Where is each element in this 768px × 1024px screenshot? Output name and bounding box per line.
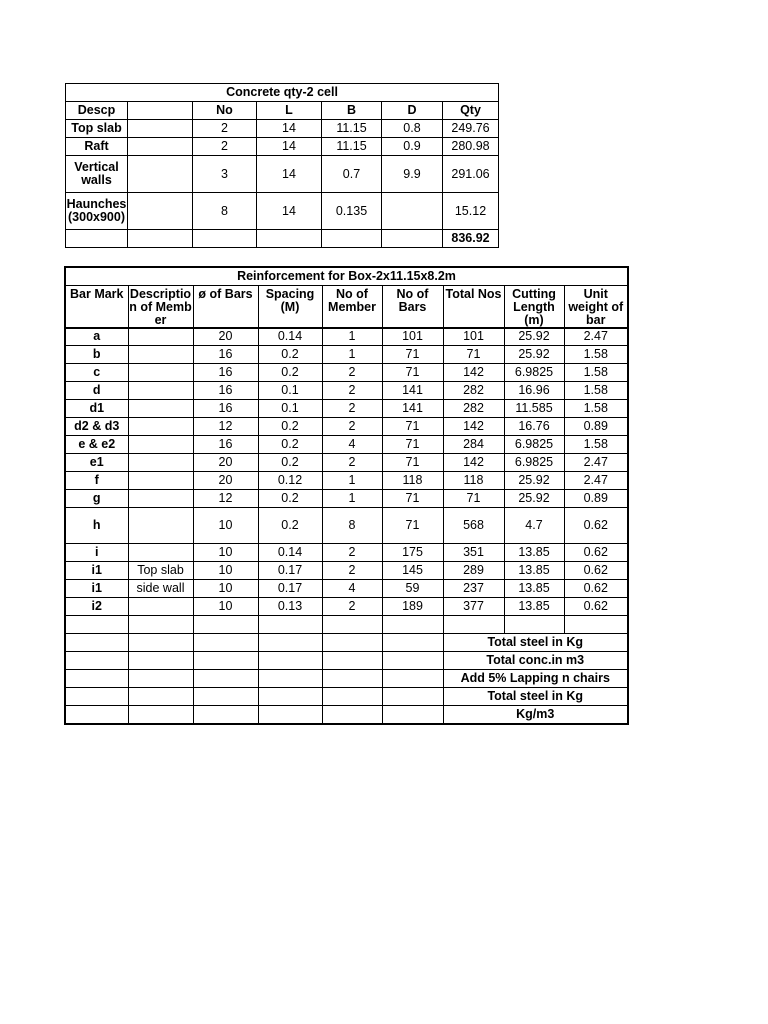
cell: 2 xyxy=(322,598,382,616)
cell: 1.58 xyxy=(564,346,628,364)
cell xyxy=(128,156,193,193)
cell: 0.8 xyxy=(382,120,443,138)
cell: 2 xyxy=(322,364,382,382)
cell: 1 xyxy=(322,328,382,346)
cell: 9.9 xyxy=(382,156,443,193)
cell: 6.9825 xyxy=(504,436,564,454)
cell: 284 xyxy=(443,436,504,454)
cell: 16 xyxy=(193,436,258,454)
cell: 2 xyxy=(322,454,382,472)
cell xyxy=(128,598,193,616)
cell xyxy=(128,454,193,472)
cell: 1.58 xyxy=(564,400,628,418)
table-row xyxy=(65,382,628,400)
cell: 568 xyxy=(443,508,504,544)
table-row xyxy=(65,562,628,580)
cell: 145 xyxy=(382,562,443,580)
cell: 0.7 xyxy=(322,156,382,193)
empty-row xyxy=(65,616,628,634)
cell: 6.9825 xyxy=(504,454,564,472)
header-unit-weight: Unit weight of bar xyxy=(564,285,628,328)
table-row xyxy=(65,418,628,436)
cell: 10 xyxy=(193,508,258,544)
summary-row xyxy=(65,670,628,688)
cell xyxy=(128,400,193,418)
cell: 0.9 xyxy=(382,138,443,156)
cell: 142 xyxy=(443,454,504,472)
header-no-of-bars: No of Bars xyxy=(382,285,443,328)
cell: 13.85 xyxy=(504,562,564,580)
cell xyxy=(128,328,193,346)
cell: 0.13 xyxy=(258,598,322,616)
cell: 14 xyxy=(257,120,322,138)
cell: 2 xyxy=(193,138,257,156)
cell: 1 xyxy=(322,490,382,508)
bar-mark-cell: i xyxy=(65,544,128,562)
cell: 2.47 xyxy=(564,454,628,472)
cell: 282 xyxy=(443,382,504,400)
summary-row xyxy=(65,652,628,670)
cell: 189 xyxy=(382,598,443,616)
cell: 16 xyxy=(193,346,258,364)
summary-row xyxy=(65,706,628,724)
cell: 4 xyxy=(322,580,382,598)
cell xyxy=(128,472,193,490)
row-label: Vertical walls xyxy=(66,156,128,193)
table-row xyxy=(66,156,499,193)
cell: 2 xyxy=(193,120,257,138)
cell: 1.58 xyxy=(564,382,628,400)
cell: 20 xyxy=(193,328,258,346)
bar-mark-cell: a xyxy=(65,328,128,346)
cell: 2 xyxy=(322,400,382,418)
cell: 71 xyxy=(382,436,443,454)
cell: 141 xyxy=(382,382,443,400)
cell: 0.2 xyxy=(258,346,322,364)
cell: 291.06 xyxy=(443,156,499,193)
table-row xyxy=(65,580,628,598)
cell: 249.76 xyxy=(443,120,499,138)
row-label: Top slab xyxy=(66,120,128,138)
summary-label: Total conc.in m3 xyxy=(443,652,628,670)
cell: 2 xyxy=(322,544,382,562)
reinforcement-table-title: Reinforcement for Box-2x11.15x8.2m xyxy=(65,267,628,285)
cell: 14 xyxy=(257,156,322,193)
cell: 142 xyxy=(443,364,504,382)
cell: 71 xyxy=(443,490,504,508)
cell: 0.89 xyxy=(564,490,628,508)
cell: 0.2 xyxy=(258,364,322,382)
concrete-table-title: Concrete qty-2 cell xyxy=(66,84,499,102)
cell: 1 xyxy=(322,472,382,490)
bar-mark-cell: c xyxy=(65,364,128,382)
header-cell: B xyxy=(322,102,382,120)
cell: 0.2 xyxy=(258,490,322,508)
table-row xyxy=(65,328,628,346)
row-label: Raft xyxy=(66,138,128,156)
cell: 10 xyxy=(193,562,258,580)
cell: 1.58 xyxy=(564,436,628,454)
cell: 0.62 xyxy=(564,562,628,580)
header-cell: L xyxy=(257,102,322,120)
cell xyxy=(128,508,193,544)
cell xyxy=(128,120,193,138)
bar-mark-cell: b xyxy=(65,346,128,364)
table-row xyxy=(66,120,499,138)
table-row xyxy=(65,472,628,490)
cell: 25.92 xyxy=(504,346,564,364)
cell: 0.17 xyxy=(258,562,322,580)
summary-row xyxy=(65,634,628,652)
header-cell: Qty xyxy=(443,102,499,120)
bar-mark-cell: f xyxy=(65,472,128,490)
cell: 101 xyxy=(443,328,504,346)
cell: 0.2 xyxy=(258,436,322,454)
cell: 0.2 xyxy=(258,454,322,472)
cell: 12 xyxy=(193,490,258,508)
cell xyxy=(128,138,193,156)
table-row xyxy=(65,364,628,382)
cell: 11.15 xyxy=(322,120,382,138)
header-cell: D xyxy=(382,102,443,120)
cell: 16 xyxy=(193,364,258,382)
cell: 280.98 xyxy=(443,138,499,156)
header-spacing: Spacing (M) xyxy=(258,285,322,328)
header-cell: Descp xyxy=(66,102,128,120)
table-row xyxy=(65,436,628,454)
cell: 71 xyxy=(382,508,443,544)
cell: 10 xyxy=(193,580,258,598)
cell: 25.92 xyxy=(504,472,564,490)
table-row xyxy=(65,508,628,544)
cell: 0.1 xyxy=(258,382,322,400)
bar-mark-cell: i2 xyxy=(65,598,128,616)
cell: 8 xyxy=(193,193,257,230)
cell: 10 xyxy=(193,544,258,562)
cell xyxy=(128,436,193,454)
cell: 282 xyxy=(443,400,504,418)
cell xyxy=(128,364,193,382)
table-row xyxy=(65,598,628,616)
header-description: Description of Member xyxy=(129,286,192,327)
cell: 101 xyxy=(382,328,443,346)
bar-mark-cell: e1 xyxy=(65,454,128,472)
cell: 16 xyxy=(193,400,258,418)
cell xyxy=(128,193,193,230)
cell: 20 xyxy=(193,472,258,490)
header-cell xyxy=(128,102,193,120)
bar-mark-cell: d2 & d3 xyxy=(65,418,128,436)
table-row xyxy=(66,193,499,230)
cell: 15.12 xyxy=(443,193,499,230)
cell: 2 xyxy=(322,418,382,436)
bar-mark-cell: g xyxy=(65,490,128,508)
summary-label: Kg/m3 xyxy=(443,706,628,724)
cell: 16.96 xyxy=(504,382,564,400)
concrete-qty-table xyxy=(65,83,499,248)
header-bar-mark: Bar Mark xyxy=(65,285,128,328)
cell: 142 xyxy=(443,418,504,436)
cell: 289 xyxy=(443,562,504,580)
cell xyxy=(128,544,193,562)
cell: Top slab xyxy=(128,562,193,580)
cell: 2 xyxy=(322,562,382,580)
table-row xyxy=(65,400,628,418)
cell: 12 xyxy=(193,418,258,436)
cell: 0.62 xyxy=(564,580,628,598)
summary-label: Total steel in Kg xyxy=(443,634,628,652)
cell: 4.7 xyxy=(504,508,564,544)
summary-label: Total steel in Kg xyxy=(443,688,628,706)
cell: 13.85 xyxy=(504,598,564,616)
bar-mark-cell: d1 xyxy=(65,400,128,418)
cell: 59 xyxy=(382,580,443,598)
cell: 0.17 xyxy=(258,580,322,598)
cell: 0.1 xyxy=(258,400,322,418)
cell: 0.62 xyxy=(564,508,628,544)
cell: 0.62 xyxy=(564,544,628,562)
cell xyxy=(382,193,443,230)
cell: 13.85 xyxy=(504,544,564,562)
cell: 25.92 xyxy=(504,328,564,346)
cell: 71 xyxy=(382,490,443,508)
cell: 2 xyxy=(322,382,382,400)
summary-row xyxy=(65,688,628,706)
cell xyxy=(128,382,193,400)
reinforcement-table xyxy=(64,266,629,725)
cell: 16.76 xyxy=(504,418,564,436)
cell: 377 xyxy=(443,598,504,616)
cell: 71 xyxy=(443,346,504,364)
cell: 0.89 xyxy=(564,418,628,436)
table-row xyxy=(65,544,628,562)
cell: 71 xyxy=(382,364,443,382)
bar-mark-cell: h xyxy=(65,508,128,544)
cell: 71 xyxy=(382,346,443,364)
cell: side wall xyxy=(128,580,193,598)
header-cutting-length: Cutting Length (m) xyxy=(504,285,564,328)
bar-mark-cell: i1 xyxy=(65,562,128,580)
bar-mark-cell: i1 xyxy=(65,580,128,598)
table-row xyxy=(65,454,628,472)
cell: 2.47 xyxy=(564,472,628,490)
cell: 0.14 xyxy=(258,328,322,346)
cell xyxy=(128,346,193,364)
cell xyxy=(128,490,193,508)
bar-mark-cell: e & e2 xyxy=(65,436,128,454)
cell: 4 xyxy=(322,436,382,454)
cell: 11.585 xyxy=(504,400,564,418)
cell: 3 xyxy=(193,156,257,193)
cell: 10 xyxy=(193,598,258,616)
bar-mark-cell: d xyxy=(65,382,128,400)
cell: 2.47 xyxy=(564,328,628,346)
header-total-nos: Total Nos xyxy=(443,285,504,328)
cell: 0.135 xyxy=(322,193,382,230)
cell: 118 xyxy=(443,472,504,490)
cell: 141 xyxy=(382,400,443,418)
cell: 11.15 xyxy=(322,138,382,156)
cell: 118 xyxy=(382,472,443,490)
summary-label: Add 5% Lapping n chairs xyxy=(443,670,628,688)
cell xyxy=(128,418,193,436)
cell: 0.2 xyxy=(258,418,322,436)
header-no-of-member: No of Member xyxy=(322,285,382,328)
cell: 1 xyxy=(322,346,382,364)
cell: 351 xyxy=(443,544,504,562)
cell: 25.92 xyxy=(504,490,564,508)
table-row xyxy=(65,490,628,508)
cell: 237 xyxy=(443,580,504,598)
concrete-total: 836.92 xyxy=(443,230,499,248)
cell: 20 xyxy=(193,454,258,472)
header-cell: No xyxy=(193,102,257,120)
cell: 0.12 xyxy=(258,472,322,490)
cell: 13.85 xyxy=(504,580,564,598)
cell: 1.58 xyxy=(564,364,628,382)
cell: 0.62 xyxy=(564,598,628,616)
total-row xyxy=(66,230,499,248)
table-row xyxy=(66,138,499,156)
cell: 0.14 xyxy=(258,544,322,562)
cell: 6.9825 xyxy=(504,364,564,382)
cell: 71 xyxy=(382,418,443,436)
table-row xyxy=(65,346,628,364)
cell: 0.2 xyxy=(258,508,322,544)
cell: 8 xyxy=(322,508,382,544)
cell: 14 xyxy=(257,138,322,156)
cell: 71 xyxy=(382,454,443,472)
row-label: Haunches (300x900) xyxy=(66,193,128,230)
cell: 175 xyxy=(382,544,443,562)
cell: 16 xyxy=(193,382,258,400)
cell: 14 xyxy=(257,193,322,230)
header-bar-dia: ø of Bars xyxy=(193,285,258,328)
